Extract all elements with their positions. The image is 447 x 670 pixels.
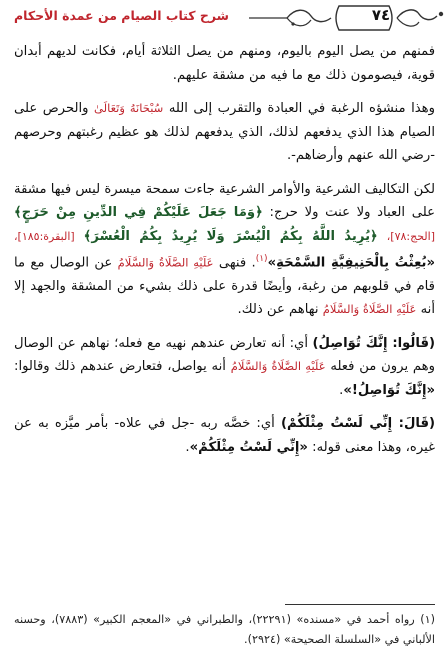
quran-verse: ﴿وَمَا جَعَلَ عَلَيْكُمْ فِي الدِّينِ مِنْ حَرَجٍ﴾ (14, 205, 263, 220)
hadith-quote: «بُعِثْتُ بِالْحَنِيفِيَّةِ السَّمْحَةِ» (267, 255, 435, 271)
paragraph-1 (14, 40, 435, 87)
paragraph-text: . فنهى (218, 255, 256, 271)
paragraph-2 (14, 97, 435, 168)
footnote-divider (285, 604, 435, 605)
page-header (0, 0, 447, 36)
paragraph-text: والحرص على الصيام هذا الذي يدفعهم لذلك، الذي يدفعهم لذلك هو عظيم رغبتهم وحرصهم -رضي الله عنهم وأرضاهم-. (14, 101, 435, 163)
paragraph-text: لكن التكاليف الشرعية والأوامر الشرعية جاءت سمحة ميسرة ليس فيها مشقة على العباد ولا عنت ولا حرج: (14, 181, 436, 220)
hadith-quote: (قَالَ: إِنِّي لَسْتُ مِثْلَكُمْ) (280, 416, 436, 432)
footnote-marker[interactable]: (١) (255, 254, 268, 264)
page-number-ornament-icon (247, 0, 447, 36)
paragraph-text: عن الوصال مع ما قام في قلوبهم من رغبة، وأيضًا قدرة على ذلك بشيء من المشقة والجهد إلا أنه (14, 255, 435, 318)
honorific: عَلَيْهِ الصَّلَاةُ وَالسَّلَامُ (117, 255, 214, 270)
running-title: شرح كتاب الصيام من عمدة الأحكام (14, 8, 229, 23)
paragraph-text: نهاهم عن ذلك. (237, 302, 319, 318)
paragraph-5 (14, 412, 435, 459)
paragraph-text: أنه يواصل، فتعارض عندهم ذلك وقالوا: (14, 359, 226, 375)
page-number: ٧٤ (371, 6, 391, 24)
paragraph-text: . (185, 439, 190, 455)
hadith-quote: (قَالُوا: إِنَّكَ تُوَاصِلُ) (312, 335, 435, 351)
body-text (14, 40, 435, 469)
paragraph-text: وهذا منشؤه الرغبة في العبادة والتقرب إلى الله (168, 101, 435, 116)
verse-reference: [البقرة:١٨٥]، (14, 229, 75, 243)
quran-verse: ﴿يُرِيدُ اللَّهُ بِكُمُ الْيُسْرَ وَلَا يُرِيدُ بِكُمُ الْعُسْرَ﴾ (83, 228, 378, 244)
paragraph-text: فمنهم من يصل اليوم باليوم، ومنهم من يصل الثلاثة أيام، فكانت لديهم أبدان قوية، فيصومون ذلك مع ما فيه من مشقة عليهم. (14, 44, 435, 83)
footnote: (١) رواه أحمد في «مسنده» (٢٢٢٩١)، والطبراني في «المعجم الكبير» (٧٨٨٣)، وحسنه الألباني في «السلسلة الصحيحة» (٢٩٢٤). (14, 613, 435, 646)
honorific: عَلَيْهِ الصَّلَاةُ وَالسَّلَامُ (230, 359, 326, 374)
hadith-quote: «إِنَّكَ تُوَاصِلُ!» (343, 382, 435, 398)
honorific: سُبْحَانَهُ وَتَعَالَىٰ (94, 101, 164, 115)
paragraph-text: أي: خصَّه ربه -جل في علاه- بأمر ميَّزه به عن غيره، وهذا معنى قوله: (14, 416, 435, 455)
verse-reference: [الحج:٧٨]، (386, 229, 435, 243)
hadith-quote: «إِنِّي لَسْتُ مِثْلَكُمْ» (189, 439, 308, 455)
paragraph-4 (14, 332, 435, 403)
paragraph-3 (14, 178, 435, 322)
paragraph-text: . (339, 382, 344, 398)
paragraph-text: أي: أنه تعارض عندهم نهيه مع فعله؛ نهاهم عن الوصال وهم يرون من فعله (14, 335, 435, 375)
honorific: عَلَيْهِ الصَّلَاةُ وَالسَّلَامُ (322, 302, 417, 317)
